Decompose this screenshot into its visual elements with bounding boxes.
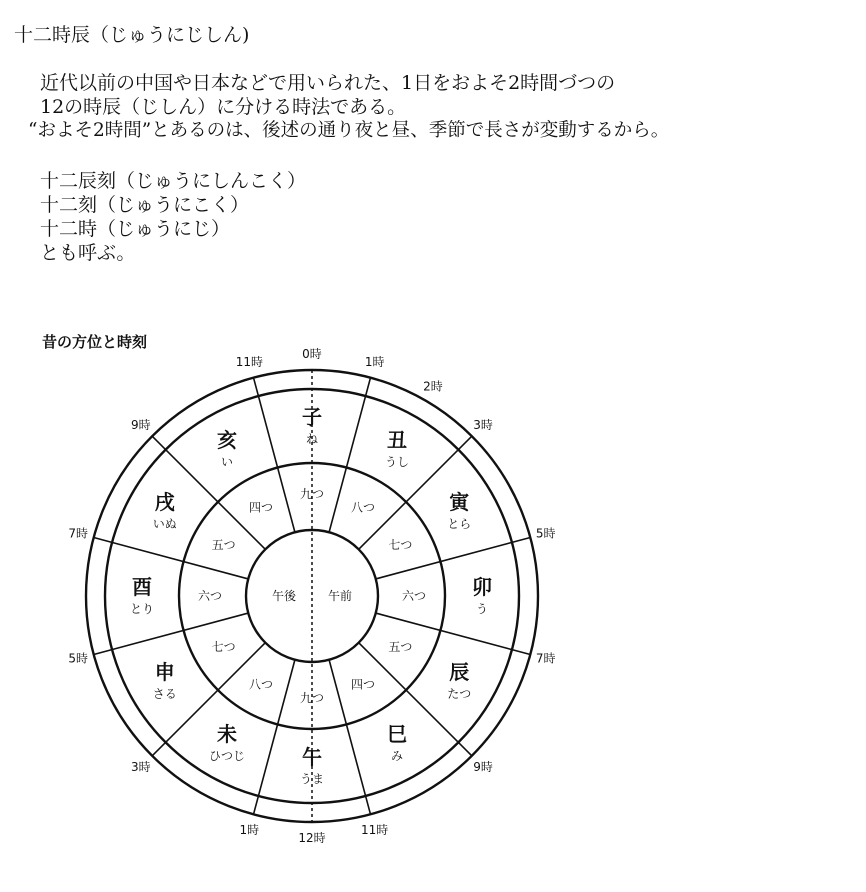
count-label: 六つ (197, 589, 223, 603)
branch-reading: い (220, 454, 234, 469)
intro-line-1: 近代以前の中国や日本などで用いられた、1日をおよそ2時間づつの (40, 72, 616, 94)
hour-label: 1時 (364, 355, 385, 370)
branch-kanji: 卯 (472, 575, 492, 599)
hour-label: 12時 (298, 831, 326, 845)
branch-kanji: 寅 (449, 490, 470, 514)
branch-reading: うま (299, 772, 325, 786)
count-label: 七つ (388, 538, 413, 552)
branch-reading: いぬ (152, 517, 177, 531)
branch-reading: さる (152, 687, 177, 701)
count-label: 五つ (388, 640, 413, 654)
count-label: 四つ (350, 677, 376, 692)
center-label-left: 午後 (271, 589, 297, 603)
hour-label: 5時 (68, 651, 89, 666)
count-label: 九つ (299, 691, 325, 705)
count-label: 九つ (299, 487, 325, 501)
hour-label: 9時 (131, 417, 151, 432)
branch-reading: ひつじ (208, 749, 246, 764)
count-label: 八つ (248, 677, 274, 692)
branch-reading: う (475, 602, 489, 616)
branch-kanji: 亥 (217, 427, 237, 452)
branch-kanji: 酉 (132, 575, 152, 599)
hour-label: 2時 (423, 379, 443, 394)
hour-label: 3時 (473, 417, 493, 432)
branch-reading: とら (447, 517, 472, 531)
center-label-right: 午前 (327, 589, 353, 603)
intro-line-2: 12の時辰（じしん）に分ける時法である。 (40, 96, 407, 118)
count-label: 四つ (248, 500, 274, 515)
hour-label: 5時 (535, 526, 556, 541)
hour-label: 1時 (239, 822, 260, 837)
branch-kanji: 未 (217, 722, 237, 747)
branch-reading: ね (305, 432, 319, 446)
branch-reading: み (390, 749, 404, 764)
alias-line-4: とも呼ぶ。 (40, 242, 136, 264)
branch-kanji: 巳 (387, 722, 407, 747)
hour-label: 0時 (302, 347, 322, 361)
time-compass-diagram (0, 330, 866, 892)
page-title: 十二時辰（じゅうにじしん) (14, 24, 250, 46)
alias-line-1: 十二辰刻（じゅうにしんこく） (40, 170, 307, 192)
hour-label: 3時 (131, 760, 151, 775)
alias-line-3: 十二時（じゅうにじ） (40, 218, 231, 240)
branch-reading: うし (384, 454, 410, 469)
branch-reading: とり (129, 602, 155, 616)
branch-kanji: 午 (302, 745, 322, 769)
branch-kanji: 子 (302, 405, 322, 429)
count-label: 七つ (211, 640, 236, 654)
branch-reading: たつ (447, 687, 472, 701)
hour-label: 9時 (473, 760, 493, 775)
alias-line-2: 十二刻（じゅうにこく） (40, 194, 250, 216)
hour-label: 7時 (535, 651, 556, 666)
branch-kanji: 戌 (154, 490, 175, 514)
hour-label: 11時 (360, 822, 389, 837)
hour-label: 7時 (68, 526, 89, 541)
hour-label: 11時 (235, 355, 264, 370)
branch-kanji: 丑 (387, 427, 407, 452)
count-label: 六つ (401, 589, 427, 603)
branch-kanji: 辰 (449, 660, 470, 684)
diagram-title: 昔の方位と時刻 (42, 333, 148, 351)
intro-line-3: “およそ2時間”とあるのは、後述の通り夜と昼、季節で長さが変動するから。 (28, 120, 670, 141)
count-label: 八つ (350, 500, 376, 515)
count-label: 五つ (211, 538, 236, 552)
branch-kanji: 申 (154, 660, 175, 684)
